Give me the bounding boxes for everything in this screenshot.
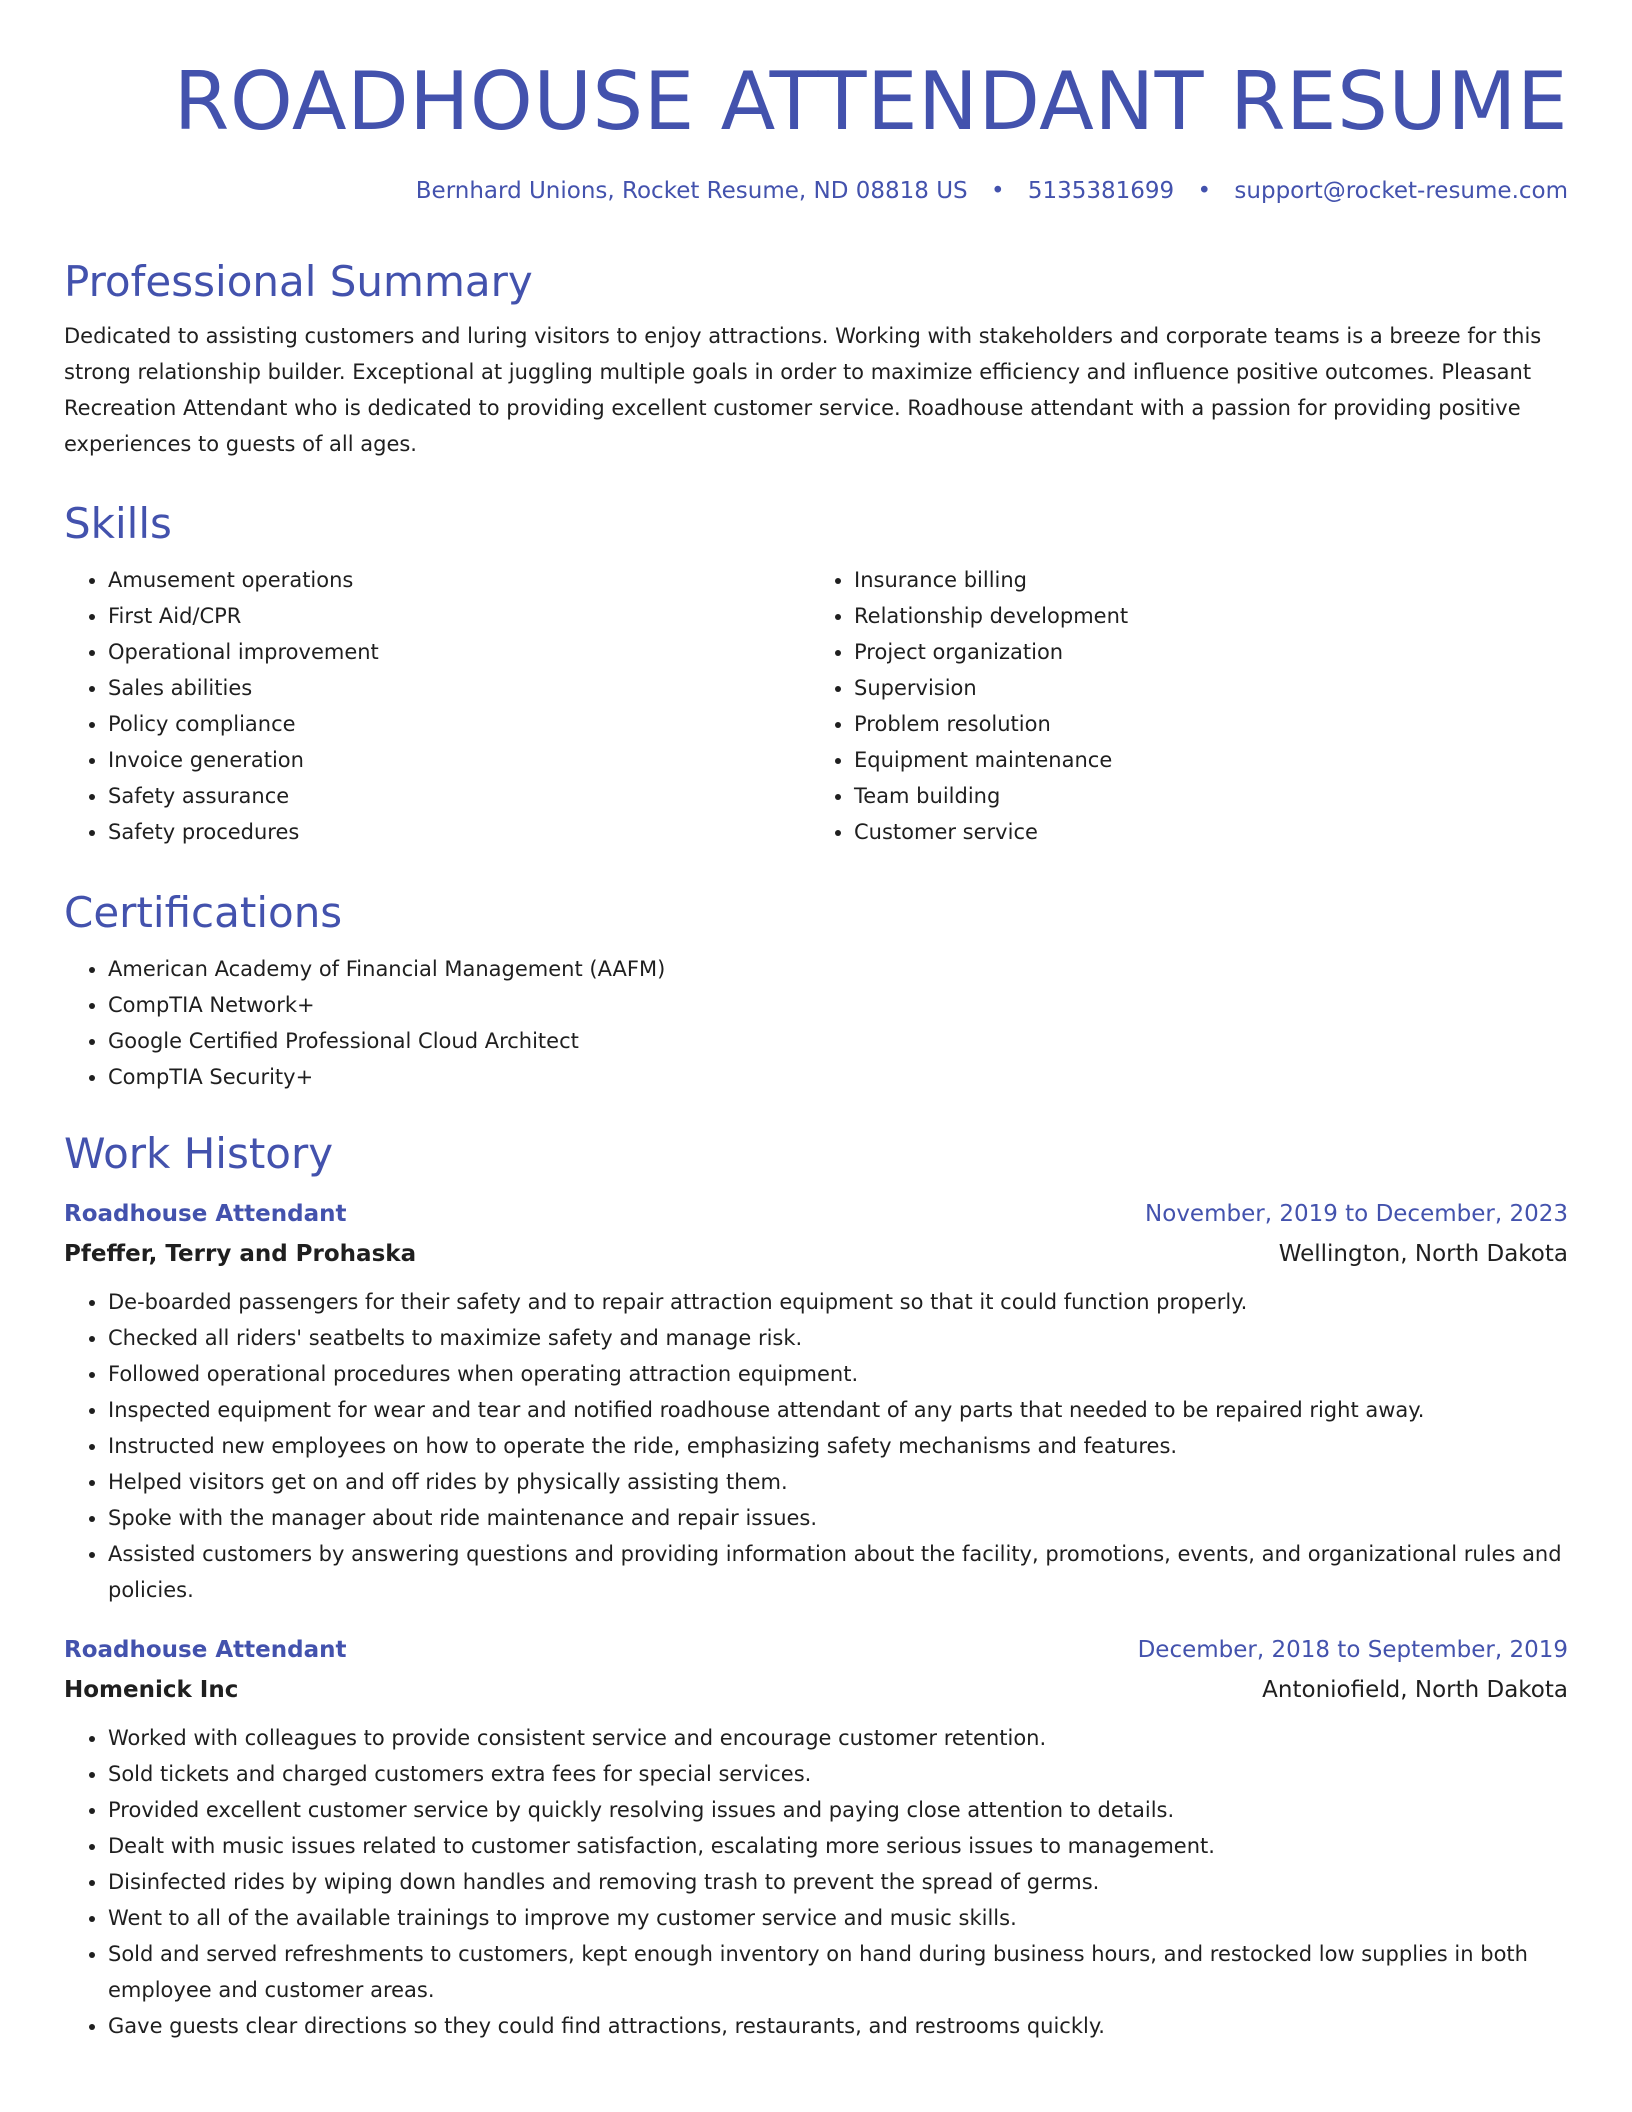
job-entry bbox=[64, 1630, 1568, 2044]
skills-heading: Skills bbox=[64, 499, 172, 548]
list-item: • Insurance billing bbox=[854, 562, 1568, 598]
list-item: • Policy compliance bbox=[108, 706, 822, 742]
job-title: Roadhouse Attendant bbox=[64, 1637, 347, 1663]
skills-section bbox=[64, 498, 1568, 850]
job-company: Homenick Inc bbox=[64, 1677, 239, 1703]
list-item: • Gave guests clear directions so they could find attractions, restaurants, and restrooms quickly. bbox=[108, 2008, 1568, 2044]
list-item: • Helped visitors get on and off rides by physically assisting them. bbox=[108, 1464, 1568, 1500]
list-item: • CompTIA Security+ bbox=[108, 1059, 1568, 1095]
list-item: • Operational improvement bbox=[108, 634, 822, 670]
job-title: Roadhouse Attendant bbox=[64, 1201, 347, 1227]
skills-list-right bbox=[810, 562, 1568, 850]
list-item: • American Academy of Financial Management (AAFM) bbox=[108, 951, 1568, 987]
list-item: • Sold and served refreshments to customers, kept enough inventory on hand during business hours, and restocked low supplies in both employee and customer areas. bbox=[108, 1936, 1568, 2008]
job-company-row bbox=[64, 1670, 1568, 1710]
job-header-row bbox=[64, 1630, 1568, 1670]
job-dates: December, 2018 to September, 2019 bbox=[1137, 1637, 1568, 1663]
list-item: • Dealt with music issues related to customer satisfaction, escalating more serious issues to management. bbox=[108, 1828, 1568, 1864]
list-item: • Invoice generation bbox=[108, 742, 822, 778]
list-item: • Disinfected rides by wiping down handles and removing trash to prevent the spread of germs. bbox=[108, 1864, 1568, 1900]
list-item: • Instructed new employees on how to operate the ride, emphasizing safety mechanisms and features. bbox=[108, 1428, 1568, 1464]
list-item: • Provided excellent customer service by quickly resolving issues and paying close attention to details. bbox=[108, 1792, 1568, 1828]
certifications-list bbox=[64, 951, 1568, 1095]
certifications-heading: Certifications bbox=[64, 888, 343, 937]
list-item: • Supervision bbox=[854, 670, 1568, 706]
list-item: • Relationship development bbox=[854, 598, 1568, 634]
contact-email: support@rocket-resume.com bbox=[1234, 178, 1568, 204]
skills-columns bbox=[64, 550, 1568, 850]
list-item: • Spoke with the manager about ride maintenance and repair issues. bbox=[108, 1500, 1568, 1536]
list-item: • De-boarded passengers for their safety and to repair attraction equipment so that it could function properly. bbox=[108, 1284, 1568, 1320]
work-section bbox=[64, 1128, 1568, 2044]
job-duties-list bbox=[64, 1284, 1568, 1608]
job-company: Pfeffer, Terry and Prohaska bbox=[64, 1241, 417, 1267]
skills-list-left bbox=[64, 562, 822, 850]
contact-phone: 5135381699 bbox=[1027, 178, 1175, 204]
job-dates: November, 2019 to December, 2023 bbox=[1145, 1201, 1568, 1227]
list-item: • Worked with colleagues to provide consistent service and encourage customer retention. bbox=[108, 1720, 1568, 1756]
list-item: • CompTIA Network+ bbox=[108, 987, 1568, 1023]
job-duties-list bbox=[64, 1720, 1568, 2044]
list-item: • Customer service bbox=[854, 814, 1568, 850]
summary-heading: Professional Summary bbox=[64, 257, 533, 306]
list-item: • Assisted customers by answering questions and providing information about the facility, promotions, events, and organizational rules and policies. bbox=[108, 1536, 1568, 1608]
list-item: • Went to all of the available trainings to improve my customer service and music skills. bbox=[108, 1900, 1568, 1936]
list-item: • Safety procedures bbox=[108, 814, 822, 850]
list-item: • Problem resolution bbox=[854, 706, 1568, 742]
job-location: Antoniofield, North Dakota bbox=[1262, 1677, 1568, 1703]
contact-separator: • bbox=[1197, 178, 1212, 204]
certifications-section bbox=[64, 887, 1568, 1095]
resume-title: ROADHOUSE ATTENDANT RESUME bbox=[173, 55, 1568, 148]
list-item: • Followed operational procedures when operating attraction equipment. bbox=[108, 1356, 1568, 1392]
job-header-row bbox=[64, 1194, 1568, 1234]
contact-address: Bernhard Unions, Rocket Resume, ND 08818 US bbox=[415, 178, 968, 204]
job-location: Wellington, North Dakota bbox=[1278, 1241, 1568, 1267]
list-item: • Safety assurance bbox=[108, 778, 822, 814]
list-item: • Team building bbox=[854, 778, 1568, 814]
list-item: • Google Certified Professional Cloud Architect bbox=[108, 1023, 1568, 1059]
work-heading: Work History bbox=[64, 1129, 334, 1178]
job-entry bbox=[64, 1194, 1568, 1608]
contact-line bbox=[416, 176, 1568, 206]
jobs-container bbox=[64, 1194, 1568, 2044]
list-item: • Equipment maintenance bbox=[854, 742, 1568, 778]
list-item: • Sold tickets and charged customers extra fees for special services. bbox=[108, 1756, 1568, 1792]
list-item: • Sales abilities bbox=[108, 670, 822, 706]
summary-section bbox=[64, 256, 1568, 462]
list-item: • First Aid/CPR bbox=[108, 598, 822, 634]
list-item: • Inspected equipment for wear and tear and notified roadhouse attendant of any parts that needed to be repaired right away. bbox=[108, 1392, 1568, 1428]
list-item: • Amusement operations bbox=[108, 562, 822, 598]
job-company-row bbox=[64, 1234, 1568, 1274]
list-item: • Project organization bbox=[854, 634, 1568, 670]
list-item: • Checked all riders' seatbelts to maximize safety and manage risk. bbox=[108, 1320, 1568, 1356]
summary-text: Dedicated to assisting customers and luring visitors to enjoy attractions. Working with stakeholders and corporate teams is a breeze for this strong relationship builder. Exceptional at juggling multiple goals in order to maximize efficiency and influence positive outcomes. Pleasant Recreation Attendant who is dedicated to providing excellent customer service. Roadhouse attendant with a passion for providing positive experiences to guests of all ages. bbox=[64, 324, 1542, 456]
contact-separator: • bbox=[990, 178, 1005, 204]
